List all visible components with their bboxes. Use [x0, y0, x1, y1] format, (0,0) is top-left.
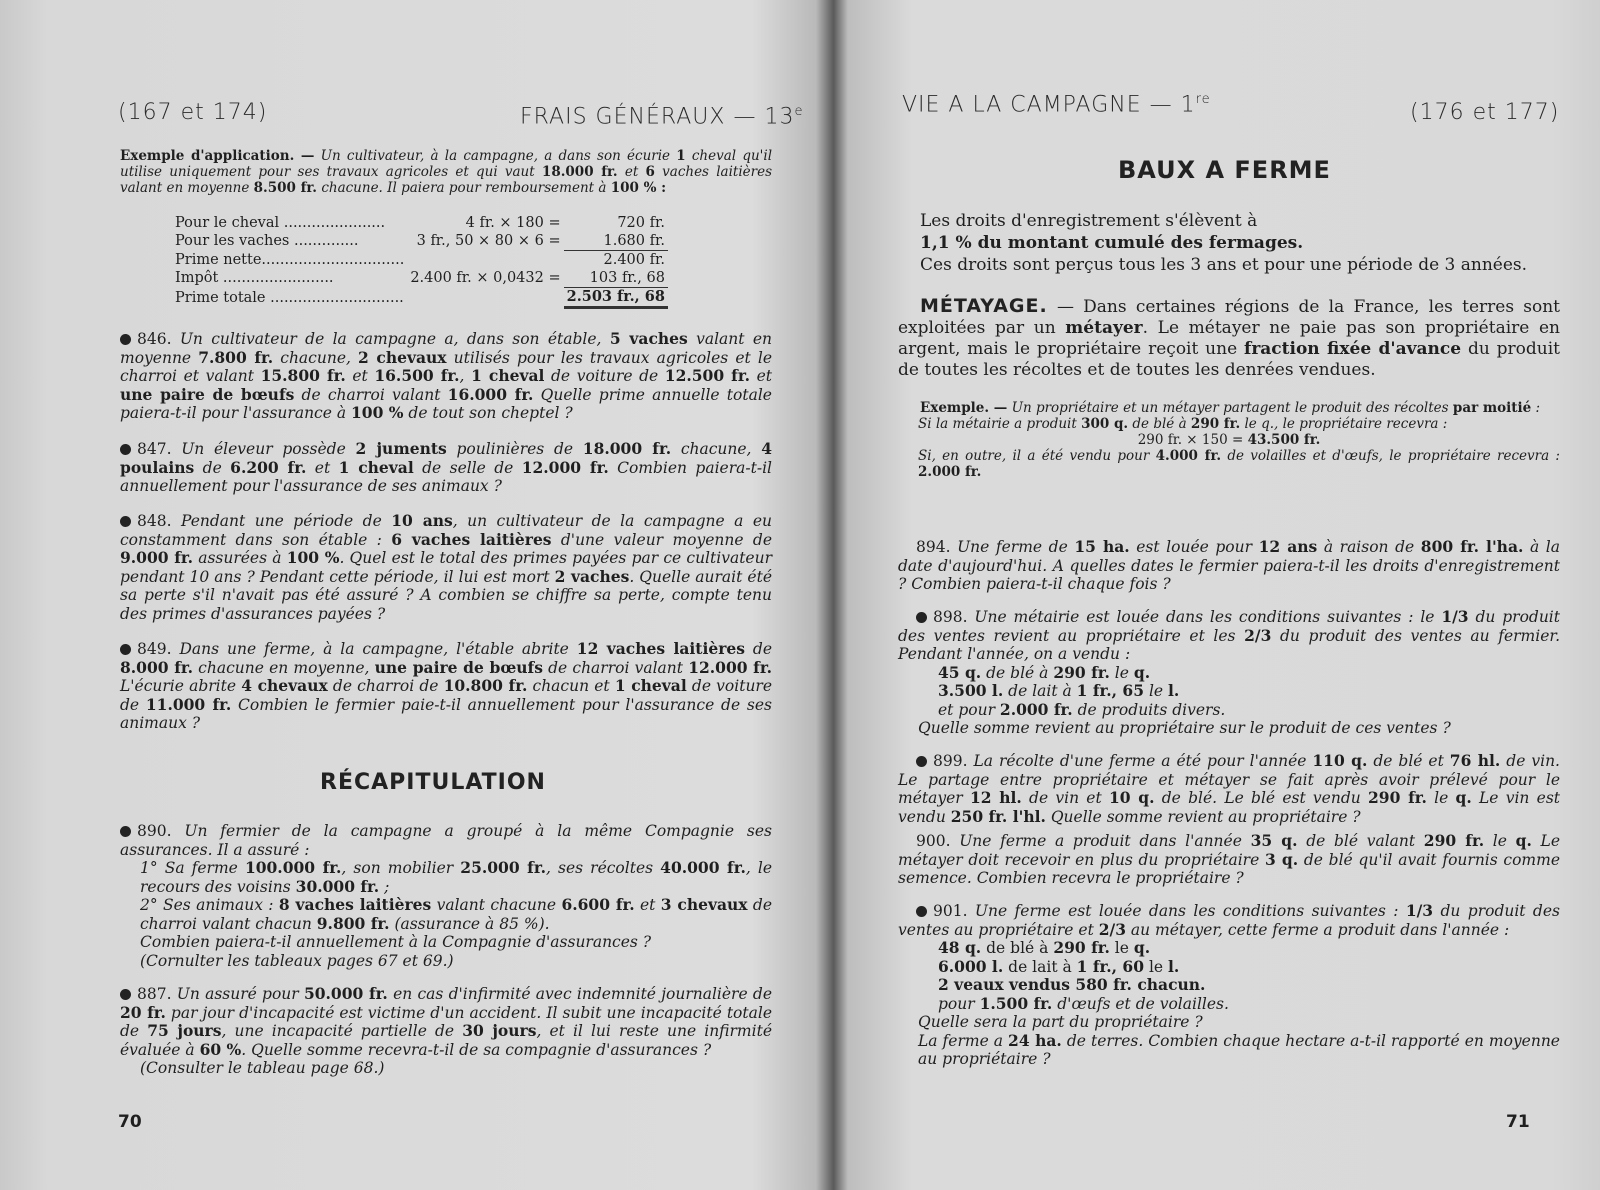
exercise-number: 900. [916, 832, 951, 850]
bold-value: 2.000 fr. [918, 464, 982, 480]
exercise-898 [898, 608, 1560, 738]
bold-value: une paire de bœufs [120, 384, 295, 404]
example-text: et [624, 164, 639, 180]
bold-value: 4 chevaux [241, 676, 328, 695]
bold-value: l. [1168, 681, 1180, 700]
exercise-text: Une ferme de 15 ha. est louée pour 12 ans à raison de 800 fr. l'ha. à la date d'aujourd'hui. A quelles dates le fermier paiera-t-il les droits d'enregistrement ? Combien paiera-t-il chaque fois ? [898, 537, 1560, 593]
bold-value: q. [1455, 788, 1472, 807]
calc-label: Pour le cheval ...................... [175, 215, 386, 231]
bold-value: 100.000 fr. [244, 858, 342, 877]
example-text: chacune. Il paiera pour remboursement à [321, 180, 607, 196]
bullet-dot-icon [120, 516, 131, 527]
bold-value: 11.000 fr. [145, 694, 232, 714]
exercise-number: 846. [137, 330, 172, 348]
bold-value: 48 q. [938, 938, 982, 957]
exercise-note: (Cornulter les tableaux pages 67 et 69.) [140, 951, 454, 970]
bullet-dot-icon [120, 644, 131, 655]
example-paragraph [120, 148, 772, 196]
exercise-text: Une métairie est louée dans les conditions suivantes : le 1/3 du produit des ventes revient au propriétaire et les 2/3 du produit des ventes au fermier. Pendant l'année, on a vendu : [898, 607, 1560, 663]
bold-value: 2/3 [1098, 919, 1126, 939]
exercise-question: Quelle somme revient au propriétaire sur le produit de ces ventes ? [918, 719, 1451, 737]
exercise-item: pour 1.500 fr. d'œufs et de volailles. [938, 993, 1229, 1013]
recap-heading: RÉCAPITULATION [320, 770, 546, 795]
example-text: Un cultivateur, à la campagne, a dans son écurie [320, 148, 671, 164]
bold-value: 2 chevaux [358, 347, 447, 367]
bullet-dot-icon [916, 612, 927, 623]
calc-label: Prime nette............................... [175, 251, 405, 268]
example-calc: 290 fr. × 150 = 43.500 fr. [1137, 432, 1321, 448]
bold-value: 250 fr. l'hl. [950, 806, 1046, 826]
bold-value: q. [1133, 938, 1151, 957]
bold-value: 15.800 fr. [260, 366, 346, 385]
bold-value: 43.500 fr. [1247, 432, 1321, 448]
bold-value: 9.000 fr. [120, 548, 194, 567]
bold-value: 290 fr. [1190, 416, 1241, 432]
exercise-900 [898, 832, 1560, 888]
exercise-text: La récolte d'une ferme a été pour l'année 110 q. de blé et 76 hl. de vin. Le partage entre propriétaire et métayer se fait après avoir prélevé pour le métayer 12 hl. de vin et 10 q. de blé. Le blé est vendu 290 fr. le q. Le vin est vendu 250 fr. l'hl. Quelle somme revient au propriétaire ? [898, 751, 1561, 826]
exercise-item: 48 q. de blé à 290 fr. le q. [938, 938, 1151, 957]
calc-op: 2.400 fr. × 0,0432 = [410, 270, 561, 287]
bold-value: l. [1168, 956, 1180, 976]
bullet-dot-icon [120, 826, 131, 837]
exercise-text: Un fermier de la campagne a groupé à la même Compagnie ses assurances. Il a assuré : [120, 822, 772, 859]
bold-value: 35 q. [1250, 831, 1298, 850]
bold-value: une paire de bœufs [374, 657, 543, 677]
example-value: 8.500 fr. [253, 180, 318, 196]
bold-value: 30 jours [462, 1021, 537, 1040]
calc-total: 2.503 fr., 68 [564, 288, 668, 308]
exercise-890-intro [120, 822, 772, 859]
exercise-number: 848. [137, 512, 172, 530]
calc-result: 1.680 fr. [564, 232, 668, 251]
bold-value: 10 ans [391, 511, 453, 530]
baux-line-bold: 1,1 % du montant cumulé des fermages. [920, 233, 1304, 253]
exercise-899 [898, 752, 1560, 826]
exercise-898-intro [898, 608, 1560, 664]
example-text: vaches laitières valant en moyenne [120, 164, 773, 196]
bold-value: 6.200 fr. [230, 457, 307, 477]
bold-value: 1 fr., 65 [1076, 681, 1145, 700]
exercise-number: 898. [933, 608, 968, 626]
left-header-refs: (167 et 174) [118, 100, 268, 125]
bold-value: 75 jours [147, 1021, 222, 1040]
bold-value: 25.000 fr. [460, 858, 546, 877]
bold-value: 300 q. [1081, 416, 1129, 432]
example-line: Si, en outre, il a été vendu pour 4.000 fr. de volailles et d'œufs, le propriétaire recevra : 2.000 fr. [918, 448, 1560, 480]
calc-row [172, 269, 668, 288]
exercise-question: Combien paiera-t-il annuellement à la Compagnie d'assurances ? [140, 933, 652, 951]
bold-value: 290 fr. [1053, 662, 1110, 682]
bold-value: 18.000 fr. [582, 439, 672, 458]
bold-value: 20 fr. [120, 1002, 166, 1022]
metayage-example [898, 400, 1560, 480]
bold-value: 6 vaches laitières [391, 529, 552, 549]
right-header-title [902, 92, 1211, 117]
exercise-number: 849. [137, 640, 172, 658]
bold-value: 1/3 [1441, 607, 1469, 626]
left-header-title [520, 104, 803, 129]
calc-result: 103 fr., 68 [564, 269, 668, 288]
bold-value: 2/3 [1244, 625, 1272, 645]
bold-value: fraction fixée d'avance [1244, 339, 1462, 359]
bold-value: 1/3 [1405, 901, 1434, 920]
exercise-text: Une ferme a produit dans l'année 35 q. de blé valant 290 fr. le q. Le métayer doit recevoir en plus du propriétaire 3 q. de blé qu'il avait fournis comme semence. Combien recevra le propriétaire ? [898, 831, 1560, 887]
exercise-text: Une ferme est louée dans les conditions suivantes : 1/3 du produit des ventes au propriétaire et 2/3 au métayer, cette ferme a produit dans l'année : [898, 901, 1560, 939]
bold-value: 45 q. [938, 662, 982, 682]
bold-value: 12 hl. [969, 788, 1022, 807]
exercise-question: La ferme a 24 ha. de terres. Combien chaque hectare a-t-il rapporté en moyenne au propriétaire ? [918, 1030, 1560, 1068]
bold-value: 24 ha. [1008, 1030, 1062, 1050]
bold-value: 12.000 fr. [688, 657, 772, 677]
bold-value: 2 vaches [554, 566, 630, 586]
bold-value: 12 vaches laitières [576, 639, 745, 658]
exercise-text: Un assuré pour 50.000 fr. en cas d'infirmité avec indemnité journalière de 20 fr. par jour d'incapacité est victime d'un accident. Il subit une incapacité totale de 75 jours, une incapacité partielle de 30 jours, et il lui reste une infirmité évaluée à 60 %. Quelle somme recevra-t-il de sa compagnie d'assurances ? [120, 984, 772, 1059]
bold-value: 6.600 fr. [561, 895, 635, 914]
exercise-text: Dans une ferme, à la campagne, l'étable abrite 12 vaches laitières de 8.000 fr. chacune en moyenne, une paire de bœufs de charroi valant 12.000 fr. L'écurie abrite 4 chevaux de charroi de 10.800 fr. chacun et 1 cheval de voiture de 11.000 fr. Combien le fermier paie-t-il annuellement pour l'assurance de ses animaux ? [120, 639, 773, 732]
bold-value: q. [1133, 662, 1151, 682]
exercise-text: Un éleveur possède 2 juments poulinières de 18.000 fr. chacune, 4 poulains de 6.200 fr. et 1 cheval de selle de 12.000 fr. Combien paiera-t-il annuellement pour l'assurance de ses animaux ? [120, 439, 772, 495]
bold-value: 290 fr. [1368, 788, 1427, 807]
bold-value: 30.000 fr. [295, 876, 380, 896]
bold-value: 60 % [199, 1039, 242, 1059]
exercise-item: et pour 2.000 fr. de produits divers. [938, 699, 1226, 719]
baux-text [920, 210, 1560, 276]
bold-value: 800 fr. l'ha. [1420, 537, 1524, 556]
left-header-title-text: FRAIS GÉNÉRAUX — 13 [520, 104, 795, 130]
bold-value: 40.000 fr. [660, 858, 746, 877]
bold-value: par moitié [1452, 400, 1532, 416]
right-header-sup: re [1195, 92, 1211, 107]
bold-value: q. [1515, 831, 1532, 850]
bold-value: 16.000 fr. [447, 384, 534, 404]
metayage-example-line [898, 400, 1560, 416]
exercise-item: 6.000 l. de lait à 1 fr., 60 le l. [938, 956, 1180, 976]
exercise-849 [120, 640, 772, 733]
calc-label: Impôt ........................ [175, 270, 334, 287]
baux-heading: BAUX A FERME [1118, 156, 1331, 184]
exercise-901 [898, 902, 1560, 1069]
exercise-note: (Consulter le tableau page 68.) [140, 1059, 385, 1077]
example-value: 18.000 fr. [541, 164, 618, 180]
page-number-right: 71 [1506, 1112, 1530, 1132]
calc-label: Pour les vaches .............. [175, 233, 359, 250]
bold-value: 10.800 fr. [443, 676, 528, 695]
example-value: 100 % : [610, 180, 667, 196]
bold-value: 8.000 fr. [120, 657, 193, 677]
bullet-dot-icon [120, 444, 131, 455]
bold-value: 6.000 l. [938, 956, 1004, 976]
bold-value: 9.800 fr. [316, 913, 390, 933]
exercise-number: 890. [137, 822, 172, 840]
exercise-847 [120, 440, 772, 496]
bold-value: 10 q. [1108, 788, 1155, 807]
calc-row [172, 214, 668, 232]
calc-result: 2.400 fr. [603, 252, 665, 268]
calc-table [172, 214, 668, 309]
exercise-number: 894. [916, 538, 951, 556]
exercise-number: 847. [137, 440, 172, 458]
exercise-number: 901. [933, 902, 968, 920]
example-value: 1 [676, 148, 686, 164]
exercise-890 [120, 822, 772, 970]
exercise-number: 899. [933, 752, 968, 770]
bold-value: 110 q. [1312, 751, 1368, 770]
bold-value: 7.800 fr. [198, 347, 274, 367]
bold-value: 1 fr., 60 [1076, 956, 1145, 976]
exercise-item: 3.500 l. de lait à 1 fr., 65 le l. [938, 681, 1180, 700]
bold-value: 50.000 fr. [303, 984, 388, 1003]
exercise-line: 1° Sa ferme 100.000 fr., son mobilier 25.000 fr., ses récoltes 40.000 fr., le recours des voisins 30.000 fr. ; [140, 858, 773, 896]
bold-value: 2 juments [355, 439, 447, 458]
exercise-901-intro [898, 902, 1560, 939]
calc-row [172, 251, 668, 270]
calc-result: 720 fr. [617, 215, 665, 231]
exercise-number: 887. [137, 985, 172, 1003]
bold-value: 4.000 fr. [1155, 448, 1222, 464]
bold-value: 100 % [351, 403, 404, 422]
exercise-848 [120, 512, 772, 623]
bold-value: 12 ans [1258, 537, 1318, 556]
right-header-title-text: VIE A LA CAMPAGNE — 1 [902, 92, 1196, 118]
calc-row [172, 232, 668, 251]
exercise-text: Pendant une période de 10 ans, un cultivateur de la campagne a eu constamment dans son étable : 6 vaches laitières d'une valeur moyenne de 9.000 fr. assurées à 100 %. Quel est le total des primes payées par ce cultivateur pendant 10 ans ? Pendant cette période, il lui est mort 2 vaches. Quelle aurait été sa perte s'il n'avait pas été assuré ? A combien se chiffre sa perte, compte tenu des primes d'assurances payées ? [120, 511, 772, 623]
exercise-894 [898, 538, 1560, 594]
exercise-item [898, 976, 1560, 995]
bold-value: 290 fr. [1053, 938, 1110, 957]
bold-value: 3 q. [1264, 849, 1299, 869]
example-label: Exemple. — [920, 400, 1008, 416]
bold-value: 2 veaux vendus 580 fr. chacun. [938, 975, 1206, 994]
bold-value: 76 hl. [1449, 751, 1501, 770]
baux-line: Ces droits sont perçus tous les 3 ans et pour une période de 3 années. [920, 255, 1528, 275]
bold-value: 4 poulains [120, 439, 772, 477]
calc-op: 3 fr., 50 × 80 × 6 = [416, 233, 561, 250]
bold-value: 2.000 fr. [999, 699, 1073, 719]
bold-value: 3.500 l. [938, 681, 1004, 700]
exercise-item: 45 q. de blé à 290 fr. le q. [938, 662, 1151, 682]
bold-value: 12.500 fr. [664, 366, 750, 385]
example-value: 6 [645, 164, 655, 180]
example-text: cheval qu'il utilise uniquement pour ses travaux agricoles et qui vaut [120, 148, 773, 180]
metayage-text: — Dans certaines régions de la France, les terres sont exploitées par un métayer. Le métayer ne paie pas son propriétaire en argent, mais le propriétaire reçoit une fraction fixée d'avance du produit de toutes les récoltes et de toutes les denrées vendues. [898, 297, 1561, 380]
bold-value: 3 chevaux [660, 895, 748, 914]
exercise-question: Quelle sera la part du propriétaire ? [918, 1013, 1203, 1031]
bold-value: 1 cheval [471, 366, 545, 385]
calc-label: Prime totale ............................. [175, 289, 404, 306]
bold-value: 15 ha. [1074, 537, 1130, 556]
bold-value: 1 cheval [338, 457, 414, 477]
baux-line: Les droits d'enregistrement s'élèvent à [920, 211, 1258, 231]
exercise-887 [120, 985, 772, 1078]
example-text: Un propriétaire et un métayer partagent le produit des récoltes par moitié : [1011, 400, 1541, 416]
example-label: Exemple d'application. — [120, 148, 315, 164]
bold-value: 290 fr. [1423, 831, 1485, 850]
right-page [838, 0, 1600, 1190]
example-line: Si la métairie a produit 300 q. de blé à 290 fr. le q., le propriétaire recevra : [918, 416, 1448, 432]
bold-value: 1 cheval [614, 676, 687, 695]
calc-op: 4 fr. × 180 = [465, 215, 561, 231]
bold-value: 12.000 fr. [521, 457, 609, 477]
calc-row [172, 288, 668, 308]
bullet-dot-icon [916, 756, 927, 767]
bold-value: 5 vaches [609, 329, 688, 348]
metayage-paragraph [898, 296, 1560, 381]
bullet-dot-icon [916, 906, 927, 917]
bullet-dot-icon [120, 334, 131, 345]
bold-value: 1.500 fr. [979, 993, 1053, 1013]
bold-value: 8 vaches laitières [278, 895, 432, 914]
page-number-left: 70 [118, 1112, 142, 1132]
metayage-label: MÉTAYAGE. [920, 295, 1048, 317]
exercise-846 [120, 330, 772, 423]
bullet-dot-icon [120, 989, 131, 1000]
bold-value: 100 % [286, 548, 340, 567]
exercise-line: 2° Ses animaux : 8 vaches laitières valant chacune 6.600 fr. et 3 chevaux de charroi valant chacun 9.800 fr. (assurance à 85 %). [140, 895, 773, 933]
exercise-text: Un cultivateur de la campagne a, dans son étable, 5 vaches valant en moyenne 7.800 fr. chacune, 2 chevaux utilisés pour les travaux agricoles et le charroi et valant 15.800 fr. et 16.500 fr., 1 cheval de voiture de 12.500 fr. et une paire de bœufs de charroi valant 16.000 fr. Quelle prime annuelle totale paiera-t-il pour l'assurance à 100 % de tout son cheptel ? [120, 329, 772, 422]
right-header-refs: (176 et 177) [1410, 100, 1560, 125]
left-header-sup: e [794, 104, 804, 119]
bold-value: 16.500 fr. [374, 366, 460, 385]
bold-value: métayer [1065, 318, 1143, 338]
